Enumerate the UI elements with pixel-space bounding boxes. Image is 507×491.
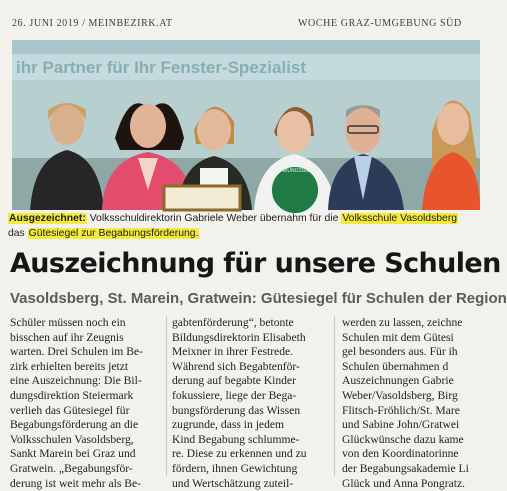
page-header xyxy=(12,18,480,34)
banner-text: ihr Partner für Ihr Fenster-Spezialist xyxy=(16,58,307,77)
header-publication: WOCHE GRAZ-UMGEBUNG SÜD xyxy=(298,18,462,29)
header-date-site: 26. JUNI 2019 / MEINBEZIRK.AT xyxy=(12,18,173,29)
body-line: Kind Begabung schlumme- xyxy=(172,432,300,446)
body-line: der Begabungsakademie Li xyxy=(342,461,469,475)
caption-text-2: das xyxy=(8,228,28,239)
body-line: verlieh das Gütesiegel für xyxy=(10,403,130,417)
body-line: derung ist weit mehr als Be- xyxy=(10,476,142,490)
body-column-3 xyxy=(342,316,482,491)
body-line: Meixner in ihrer Festrede. xyxy=(172,345,294,359)
body-line: Weber/Vasoldsberg, Birg xyxy=(342,388,458,402)
body-line: und Sabine John/Gratwei xyxy=(342,418,460,432)
body-line: bungsförderung das Wissen xyxy=(172,403,301,417)
body-line: fördern, ihnen Gewichtung xyxy=(172,461,298,475)
body-column-2 xyxy=(172,316,328,491)
body-line: derung auf begabte Kinder xyxy=(172,374,296,388)
body-line: fokussiere, liege der Bega- xyxy=(172,388,297,402)
caption-highlight-1: Volksschule Vasoldsberg xyxy=(342,213,458,224)
caption-highlight-2: Gütesiegel zur Begabungsförderung. xyxy=(28,228,199,239)
caption-text-1: Volksschuldirektorin Gabriele Weber übernahm für die xyxy=(89,213,342,224)
body-line: werden zu lassen, zeichne xyxy=(342,316,463,329)
body-column-1 xyxy=(10,316,158,491)
photo-illustration xyxy=(12,40,480,210)
body-line: Begabungsförderung an die xyxy=(10,418,139,432)
body-line: Während sich Begabtenför- xyxy=(172,359,300,373)
body-line: Bildungsdirektorin Elisabeth xyxy=(172,330,306,344)
body-line: Auszeichnungen Gabrie xyxy=(342,374,454,388)
article-headline: Auszeichnung für unsere Schulen xyxy=(10,248,501,279)
body-line: von den Koordinatorinne xyxy=(342,447,459,461)
body-line: und Wertschätzung zuteil- xyxy=(172,476,294,490)
body-line: Schüler müssen noch ein xyxy=(10,316,126,329)
caption-line-2 xyxy=(8,226,480,241)
body-line: eine Auszeichnung: Die Bil- xyxy=(10,374,142,388)
body-line: bisschen auf ihr Zeugnis xyxy=(10,330,124,344)
body-line: gabtenförderung“, betonte xyxy=(172,316,294,329)
body-line: warten. Drei Schulen im Be- xyxy=(10,345,143,359)
caption-line-1 xyxy=(8,211,480,226)
body-line: re. Diese zu erkennen und zu xyxy=(172,447,307,461)
body-line: gel besonders aus. Für ih xyxy=(342,345,458,359)
column-divider xyxy=(334,316,335,476)
body-line: dungsdirektion Steiermark xyxy=(10,388,134,402)
body-line: Schulen übernahmen d xyxy=(342,359,449,373)
column-divider xyxy=(166,316,167,476)
seal-text: BEGABUNGSSIEGEL xyxy=(270,168,320,174)
body-line: Volksschulen Vasoldsberg, xyxy=(10,432,134,446)
caption-label: Ausgezeichnet: xyxy=(9,213,86,224)
body-line: Sankt Marein bei Graz und xyxy=(10,447,136,461)
article-photo xyxy=(12,40,480,210)
body-line: Schulen mit dem Gütesi xyxy=(342,330,454,344)
article-subhead: Vasoldsberg, St. Marein, Gratwein: Gütesiegel für Schulen der Region xyxy=(10,290,507,307)
body-line: Glück und Anna Pongratz. xyxy=(342,476,466,490)
body-line: Flitsch-Fröhlich/St. Mare xyxy=(342,403,460,417)
body-line: zugrunde, dass in jedem xyxy=(172,418,285,432)
body-line: Gratwein. „Begabungsför- xyxy=(10,461,133,475)
photo-caption xyxy=(8,211,480,241)
body-line: Glückwünsche dazu kame xyxy=(342,432,464,446)
body-line: zirk erhielten bereits jetzt xyxy=(10,359,129,373)
article-body xyxy=(10,316,480,490)
